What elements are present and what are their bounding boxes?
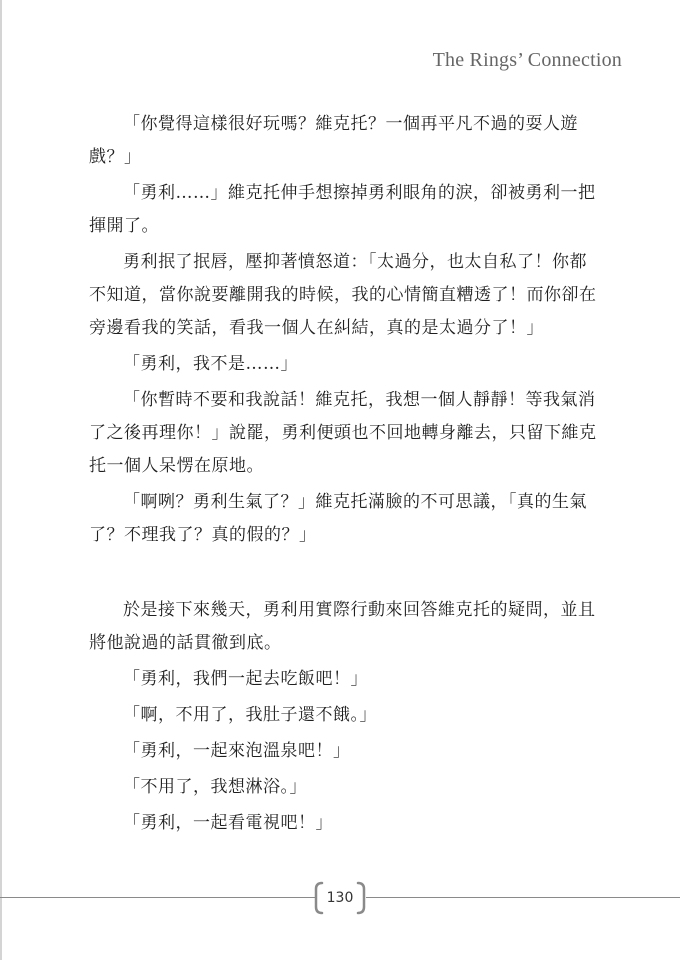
paragraph: 「你覺得這樣很好玩嗎？維克托？一個再平凡不過的耍人遊戲？」 — [89, 114, 578, 167]
footer-rule-left — [0, 897, 316, 898]
paragraph: 「勇利，我們一起去吃飯吧！」 — [123, 669, 368, 689]
paragraph: 「你暫時不要和我說話！維克托，我想一個人靜靜！等我氣消了之後再理你！」說罷，勇利便頭也不回地轉身離去，只留下維克托一個人呆愣在原地。 — [89, 390, 597, 476]
body-text — [89, 108, 599, 840]
page-number: 130 — [326, 890, 354, 906]
page-number-frame — [311, 881, 369, 915]
paragraph: 「勇利，一起來泡溫泉吧！」 — [123, 741, 351, 761]
footer-rule-right — [366, 897, 680, 898]
paragraph: 「啊咧？勇利生氣了？」維克托滿臉的不可思議，「真的生氣了？不理我了？真的假的？」 — [89, 492, 587, 545]
paragraph: 勇利抿了抿唇，壓抑著憤怒道：「太過分，也太自私了！你都不知道，當你說要離開我的時候，我的心情簡直糟透了！而你卻在旁邊看我的笑話，看我一個人在糾結，真的是太過分了！」 — [89, 252, 597, 338]
paragraph: 「不用了，我想淋浴。」 — [123, 777, 307, 797]
paragraph: 「勇利，一起看電視吧！」 — [123, 813, 333, 833]
running-header-title: The Rings’ Connection — [432, 49, 622, 71]
paragraph: 「勇利，我不是……」 — [123, 354, 298, 374]
paragraph: 「勇利……」維克托伸手想擦掉勇利眼角的淚，卻被勇利一把揮開了。 — [89, 183, 596, 236]
page-left-edge — [0, 0, 2, 960]
paragraph: 於是接下來幾天，勇利用實際行動來回答維克托的疑問，並且將他說過的話貫徹到底。 — [89, 600, 596, 653]
paragraph: 「啊，不用了，我肚子還不餓。」 — [123, 705, 377, 725]
